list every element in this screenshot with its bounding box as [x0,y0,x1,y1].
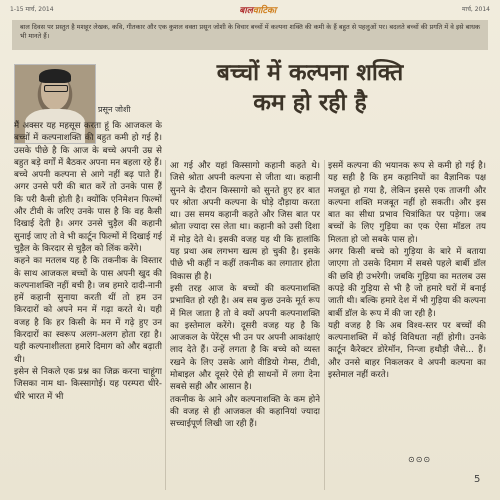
magazine-logo-accent: वाटिका [252,5,277,16]
author-photo-hair [39,69,71,83]
article-column-3: इसमें कल्पना की भयानक रूप से कमी हो गई है। यह सही है कि हम कहानियों का वैज्ञानिक पक्ष मजबूत हो गया है, लेकिन इससे एक ताजगी और कल्पना शक्ति मजबूत नहीं हो सकती। और इस बात का सीधा प्रभाव चित्रांकित पर पड़ेगा। जब बच्चों के लिए गुड़िया का एक ऐसा मॉडल तय मिलता हो जो सबके पास हो। अगर किसी बच्चे को गुड़िया के बारे में बताया जाएगा तो उसके दिमाग में सबसे पहले बार्बी डॉल की छवि ही उभरेगी। जबकि गुड़िया का मतलब उस कपड़े की गुड़िया से भी है जो हमारे घरों में बनाई जाती थी। बल्कि हमारे देश में भी गुड़िया की कल्पना बार्बी डॉल के रूप में की जा रही है। यही वजह है कि अब विश्व-स्तर पर बच्चों की कल्पनाशक्ति में कोई विविधता नहीं होगी। उनके कार्टून कैरेक्टर डोरेमॉन, निन्जा हथौड़ी जैसे... हैं। और उनसे बाहर निकलकर वे अपनी कल्पना का इस्तेमाल नहीं करते। [328,161,486,381]
author-photo-glasses [44,85,68,92]
header-date-right: मार्च, 2014 [461,6,490,13]
article-headline [130,58,490,118]
header-date-left: 1-15 मार्च, 2014 [10,6,54,13]
article-column-1: मैं अक्सर यह महसूस करता हूं कि आजकल के बच्चों में कल्पनाशक्ति की बहुत कमी हो गई है। उसके पीछे है कि आज के बच्चे अपनी उम्र से बहुत बड़े वर्गों में बैठकर अपना मन बहला रहे हैं। बच्चे अपनी कल्पना से आगे नहीं बढ़ पाते हैं। अगर उनसे परी की बात करें तो उनके पास हैं कि परी कैसी होती है। क्योंकि एनिमेशन फिल्मों और टीवी के जरिए उनके पास है कि वह कैसी दिखाई देती है। अगर उनसे चुड़ैल की कहानी सुनाई जाए तो वे भी कार्टून फिल्मों में दिखाई गई चुड़ैल के किरदार से चुड़ैल को लिंक करेंगे। कहने का मतलब यह है कि तकनीक के विस्तार के साथ आजकल बच्चों के पास अपनी खुद की कल्पनाशक्ति नहीं बची है। जब हमारे दादी-नानी हमें कहानी सुनाया करती थीं तो हम उन किरदारों को अपने मन में गढ़ा करते थे। यही वजह है कि हर किसी के मन में गढ़े हुए उन किरदारों का स्वरूप अलग-अलग होता रहा है। यही कल्पनाशीलता हमारे दिमाग को और बढ़ाती थी। इसेन से निकले एक प्रश्न का जिक्र करना चाहूंगा जिसका नाम था- किस्सागोई। यह परम्परा धीरे-धीरे भारत में भी [14,121,162,402]
magazine-logo [239,3,276,16]
page-header [0,0,500,18]
article-column-2: आ गई और यहां किस्सागो कहानी कहते थे। जिसे श्रोता अपनी कल्पना से जीता था। कहानी सुनने के दौरान किस्सागो को सुनते हुए हर बात पर श्रोता अपनी कल्पना के घोड़े दौड़ाया करता था। उस समय कहानी कहते और जिस बात पर श्रोता ज्यादा रस लेता था। कहानी को उसी दिशा में मोड़ देते थे। इसकी वजह यह थी कि हालांकि यह प्रथा अब लगभग खत्म हो चुकी है। इसके पीछे भी कहीं न कहीं तकनीक का लगातार होता विकास ही है। इसी तरह आज के बच्चों की कल्पनाशक्ति प्रभावित हो रही है। अब सब कुछ उनके मूर्त रूप में मिल जाता है तो वे क्यों अपनी कल्पनाशक्ति का इस्तेमाल करेंगे। दूसरी वजह यह है कि आजकल के पेरेंट्स भी उन पर अपनी आकांक्षाएं लाद देते हैं। उन्हें लगता है कि बच्चे को व्यस्त रखने के लिए उसके आगे वीडियो गेम्स, टीवी, मोबाइल और दूसरे ऐसे ही साधनों में लगा देना सबसे सही और आसान है। तकनीक के आने और कल्पनाशक्ति के कम होने की वजह से ही आजकल की कहानियां ज्यादा सच्चाईपूर्ण लिखी जा रही हैं। [170,161,320,430]
column-divider [324,160,325,490]
intro-strip: बाल दिवस पर प्रस्तुत है मशहूर लेखक, कवि, गीतकार और एक कुशल वक्ता प्रसून जोशी के विचार बच्चों में कल्पना शक्ति की कमी के हैं बहुत से पहलुओं पर। बदलते बच्चों की प्रगति में वे इसे बाधक भी मानते हैं। [12,20,488,50]
author-name: प्रसून जोशी [98,105,131,114]
magazine-logo-main: बाल [239,5,253,16]
headline-line-2: कम हो रही है [253,90,367,116]
article-end-mark: ⊙⊙⊙ [408,455,432,464]
page-number: 5 [474,474,481,485]
column-divider [165,160,166,490]
headline-line-1: बच्चों में कल्पना शक्ति [216,60,404,86]
